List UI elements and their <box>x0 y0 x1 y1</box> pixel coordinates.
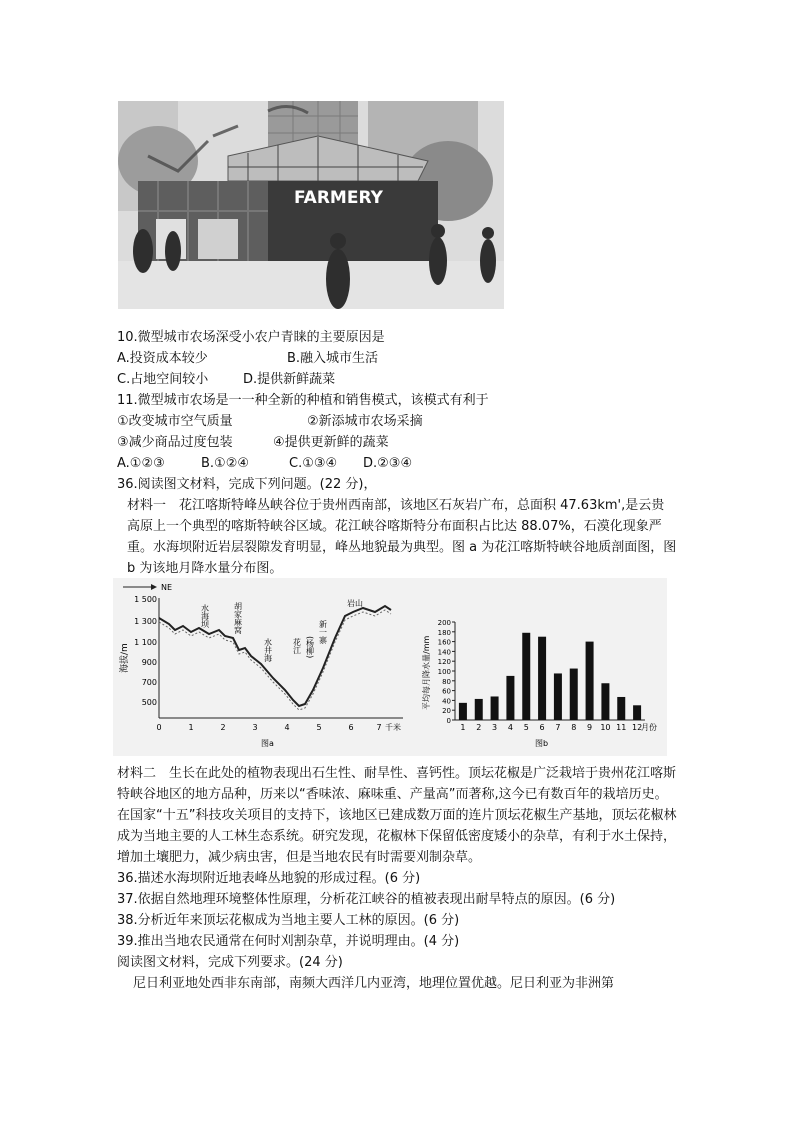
fig-a-xtick: 2 <box>220 723 226 732</box>
fig-b-xtick-label: 10 <box>600 723 611 732</box>
q11-option-a: A.①②③ <box>117 456 165 471</box>
fig-b-bar <box>459 703 467 720</box>
fig-a-caption: 图a <box>261 739 274 748</box>
q11-stem: 11.微型城市农场是一一种全新的种植和销售模式，该模式有利于 <box>117 393 489 408</box>
fig-b-bar <box>506 676 514 720</box>
q11-items-row1 <box>117 411 677 432</box>
question-block-36-39 <box>117 763 677 994</box>
material-1: 材料一 花江喀斯特峰丛峡谷位于贵州西南部，该地区石灰岩广布，总面积 47.63km',是云贵高原上一个典型的喀斯特峡谷区域。花江峡谷喀斯特分布面积占比达 88.07%，石漠化现象严重。水海坝附近岩层裂隙发育明显，峰丛地貌最为典型。图 a 为花江喀斯特峡谷地质剖面图，图 b 为该地月降水量分布图。 <box>127 498 677 576</box>
q10-stem: 10.微型城市农场深受小农户青睐的主要原因是 <box>117 330 385 345</box>
question-37: 37.依据自然地理环境整体性原理，分析花江峡谷的植被表现出耐旱特点的原因。(6 分) <box>117 892 616 907</box>
fig-b-ytick-label: 120 <box>437 658 451 667</box>
fig-b-ylabel: 平均每月降水量/mm <box>422 635 431 710</box>
next-paragraph: 尼日利亚地处西非东南部，南频大西洋几内亚湾，地理位置优越。尼日利亚为非洲第 <box>133 976 615 991</box>
fig-a-ytick: 1 500 <box>134 595 157 604</box>
farmery-photo <box>118 101 504 309</box>
q11-option-d: D.②③④ <box>363 456 413 471</box>
fig-b-bar <box>491 696 499 720</box>
fig-a-xtick: 3 <box>252 723 258 732</box>
fig-a-xtick: 5 <box>316 723 322 732</box>
farmery-photo-drawing <box>118 101 504 309</box>
fig-b-bar <box>570 669 578 720</box>
fig-b-bar <box>586 642 594 720</box>
fig-a-xtick: 6 <box>348 723 354 732</box>
q11-item-4: ④提供更新鲜的蔬菜 <box>273 435 389 450</box>
q11-item-3: ③减少商品过度包装 <box>117 435 233 450</box>
figure-a-profile <box>113 578 667 756</box>
fig-b-bar <box>475 699 483 720</box>
fig-a-direction: NE <box>161 583 173 592</box>
fig-a-xunit: 千米 <box>385 723 401 732</box>
place-label: (杨柳) <box>305 636 315 659</box>
place-label: 岩山 <box>347 599 363 608</box>
fig-b-xtick-label: 4 <box>507 723 513 732</box>
fig-a-ytick: 500 <box>141 698 157 707</box>
fig-b-caption: 图b <box>535 739 549 748</box>
place-label: 花江 <box>292 638 302 654</box>
fig-b-xtick-label: 8 <box>571 723 577 732</box>
fig-b-bar <box>633 705 641 720</box>
fig-b-ytick-label: 0 <box>446 717 451 725</box>
fig-b-ytick-label: 80 <box>442 677 451 686</box>
q11-item-1: ①改变城市空气质量 <box>117 414 233 429</box>
material-2: 材料二 生长在此处的植物表现出石生性、耐旱性、喜钙性。顶坛花椒是广泛栽培于贵州花江喀斯特峡谷地区的地方品种，历来以“香味浓、麻味重、产量高”而著称,这今已有数百年的栽培历史。在国家“十五”科技攻关项目的支持下，该地区已建成数万面的连片顶坛花椒生产基地，顶坛花椒林成为当地主要的人工林生态系统。研究发现，花椒林下保留低密度矮小的杂草，有利于水土保持，增加土壤肥力，减少病虫害，但是当地农民有时需要刈制杂草。 <box>117 766 677 865</box>
fig-b-xtick-label: 6 <box>539 723 545 732</box>
fig-b-xtick-label: 11 <box>616 723 627 732</box>
fig-a-ylabel: 海拔/m <box>120 643 130 673</box>
question-block-10-11 <box>117 327 677 579</box>
fig-b-ytick-label: 40 <box>442 697 451 706</box>
fig-b-ytick-label: 60 <box>442 687 451 696</box>
fig-a-xtick: 7 <box>376 723 382 732</box>
figures-panel <box>113 578 667 756</box>
farmery-sign: FARMERY <box>294 188 383 208</box>
fig-b-xtick-label: 2 <box>476 723 482 732</box>
fig-b-ytick-label: 160 <box>437 638 451 647</box>
fig-a-xtick: 0 <box>156 723 162 732</box>
question-39: 39.推出当地农民通常在何时刈割杂草，并说明理由。(4 分) <box>117 934 460 949</box>
fig-b-xtick-label: 3 <box>492 723 498 732</box>
fig-b-bar <box>617 697 625 720</box>
fig-b-bar <box>601 683 609 720</box>
q10-option-b: B.融入城市生活 <box>287 351 379 366</box>
fig-b-ytick-label: 20 <box>442 707 451 716</box>
fig-b-bar <box>522 633 530 720</box>
fig-a-ytick: 1 100 <box>134 638 157 647</box>
q11-items-row2 <box>117 432 677 453</box>
fig-b-xtick-label: 5 <box>523 723 529 732</box>
fig-a-xtick: 1 <box>188 723 194 732</box>
fig-b-ytick-label: 140 <box>437 648 451 657</box>
fig-b-xtick-label: 1 <box>460 723 466 732</box>
place-label: 水海坝 <box>200 604 210 628</box>
q11-options <box>117 453 677 474</box>
q10-option-d: D.提供新鲜蔬菜 <box>243 372 336 387</box>
fig-a-ytick: 900 <box>141 658 157 667</box>
question-36: 36.描述水海坝附近地表峰丛地貌的形成过程。(6 分) <box>117 871 421 886</box>
question-38: 38.分析近年来顶坛花椒成为当地主要人工林的原因。(6 分) <box>117 913 460 928</box>
fig-b-ytick-label: 180 <box>437 628 451 637</box>
q10-options-row2 <box>117 369 677 390</box>
fig-a-xtick: 4 <box>284 723 290 732</box>
place-label: 水井海 <box>263 638 273 662</box>
place-label: 新一寨 <box>318 620 328 644</box>
fig-b-xtick-label: 12 <box>631 723 643 732</box>
next-intro: 阅读图文材料，完成下列要求。(24 分) <box>117 955 343 970</box>
q10-option-a: A.投资成本较少 <box>117 351 208 366</box>
q11-option-b: B.①②④ <box>201 456 250 471</box>
q11-option-c: C.①③④ <box>289 456 338 471</box>
fig-b-bar <box>554 673 562 720</box>
q36-intro: 36.阅读图文材料，完成下列问题。(22 分)， <box>117 477 377 492</box>
q10-options-row1 <box>117 348 677 369</box>
fig-a-ytick: 700 <box>141 678 157 687</box>
fig-b-xtick-label: 7 <box>555 723 561 732</box>
fig-b-bar <box>538 637 546 720</box>
fig-b-ytick-label: 200 <box>437 619 451 627</box>
fig-b-xlabel: 月份 <box>641 723 657 732</box>
q11-item-2: ②新添城市农场采摘 <box>307 414 423 429</box>
place-label: 胡家麻窝 <box>233 602 243 634</box>
fig-b-ytick-label: 100 <box>437 668 451 676</box>
fig-b-xtick-label: 9 <box>587 723 593 732</box>
q10-option-c: C.占地空间较小 <box>117 372 209 387</box>
fig-a-ytick: 1 300 <box>134 617 157 626</box>
